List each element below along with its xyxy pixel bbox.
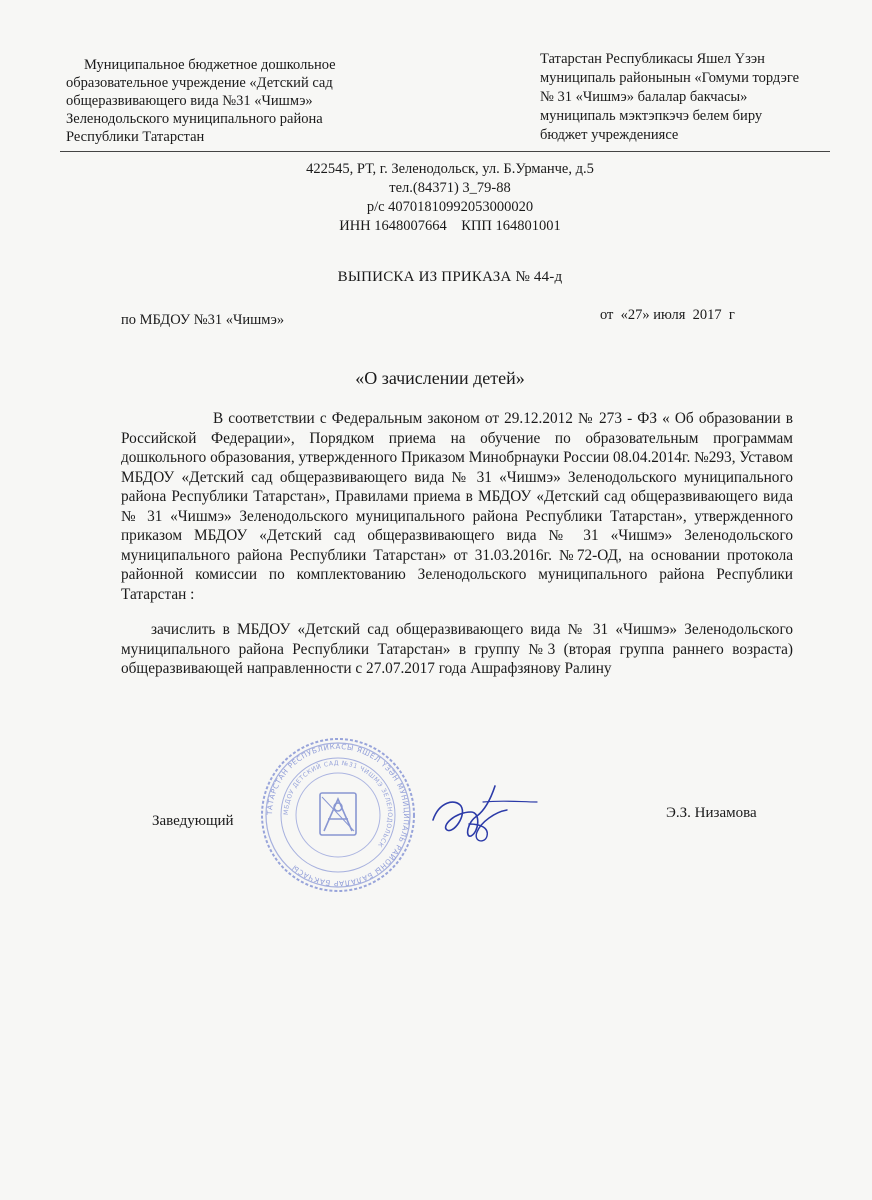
header-left-line: образовательное учреждение «Детский сад [66, 75, 333, 91]
phone-line: тел.(84371) 3_79-88 [389, 180, 511, 196]
header-divider [60, 151, 830, 152]
resolution-paragraph: зачислить в МБДОУ «Детский сад общеразвивающего вида № 31 «Чишмэ» Зеленодольского муниципального района Республики Татарстан» в группу №3 (вторая группа раннего возраста) общеразвивающей направленности с 27.07.2017 года Ашрафзянову Ралину [121, 621, 793, 677]
address-line: 422545, РТ, г. Зеленодольск, ул. Б.Урманче, д.5 [306, 161, 594, 177]
order-subject: «О зачислении детей» [355, 368, 525, 388]
header-right-block [540, 50, 840, 145]
date-line: от «27» июля 2017 г [600, 307, 735, 323]
stamp-inner-text: МБДОУ ДЕТСКИЙ САД №31 ЧИШМЭ ЗЕЛЕНОДОЛЬСК [282, 759, 394, 849]
signatory-name: Э.З. Низамова [666, 805, 757, 821]
order-body [121, 409, 793, 679]
header-left-line: Республики Татарстан [66, 129, 205, 145]
preamble-paragraph: В соответствии с Федеральным законом от 29.12.2012 № 273 - ФЗ « Об образовании в Российской Федерации», Порядком приема на обучение по образовательным программам дошкольного образования, утвержденного Приказом Минобрнауки России 08.04.2014г. №293, Уставом МБДОУ «Детский сад общеразвивающего вида № 31 «Чишмэ» Зеленодольского муниципального района Республики Татарстан», Правилами приема в МБДОУ «Детский сад общеразвивающего вида № 31 «Чишмэ» Зеленодольского муниципального района Республики Татарстан», утвержденного приказом МБДОУ «Детский сад общеразвивающего вида № 31 «Чишмэ» Зеленодольского муниципального района Республики Татарстан» от 31.03.2016г. №72-ОД, на основании протокола районной комиссии по комплектованию Зеленодольского муниципального района Республики Татарстан : [121, 410, 793, 603]
document-title: ВЫПИСКА ИЗ ПРИКАЗА № 44-д [337, 269, 563, 285]
stamp-emblem [320, 793, 356, 835]
header-left-line: общеразвивающего вида №31 «Чишмэ» [66, 93, 313, 109]
header-left-line: Зеленодольского муниципального района [66, 111, 323, 127]
header-right-line: Татарстан Республикасы Яшел Үзэн [540, 51, 765, 67]
header-left-block [66, 56, 396, 146]
header-right-line: бюджет учреждениясе [540, 127, 679, 143]
header-left-line: Муниципальное бюджетное дошкольное [84, 57, 336, 73]
signatory-position: Заведующий [152, 813, 234, 829]
header-right-line: муниципаль мэктэпкэчэ белем биру [540, 108, 763, 124]
account-line: р/с 40701810992053000020 [366, 199, 534, 215]
address-block [260, 160, 640, 236]
handwritten-signature [425, 772, 545, 852]
organization-line: по МБДОУ №31 «Чишмэ» [121, 312, 285, 328]
header-right-line: муниципаль районынын «Гомуми тордэге [540, 70, 800, 86]
round-seal-stamp [258, 735, 418, 895]
inn-kpp-line: ИНН 1648007664 КПП 164801001 [339, 218, 561, 234]
stamp-outer-text: ТАТАРСТАН РЕСПУБЛИКАСЫ ЯШЕЛ ҮЗӘН МУНИЦИПАЛЬ РАЙОНЫ БАЛАЛАР БАКЧАСЫ [264, 741, 412, 889]
header-right-line: № 31 «Чишмэ» балалар бакчасы» [540, 89, 748, 105]
